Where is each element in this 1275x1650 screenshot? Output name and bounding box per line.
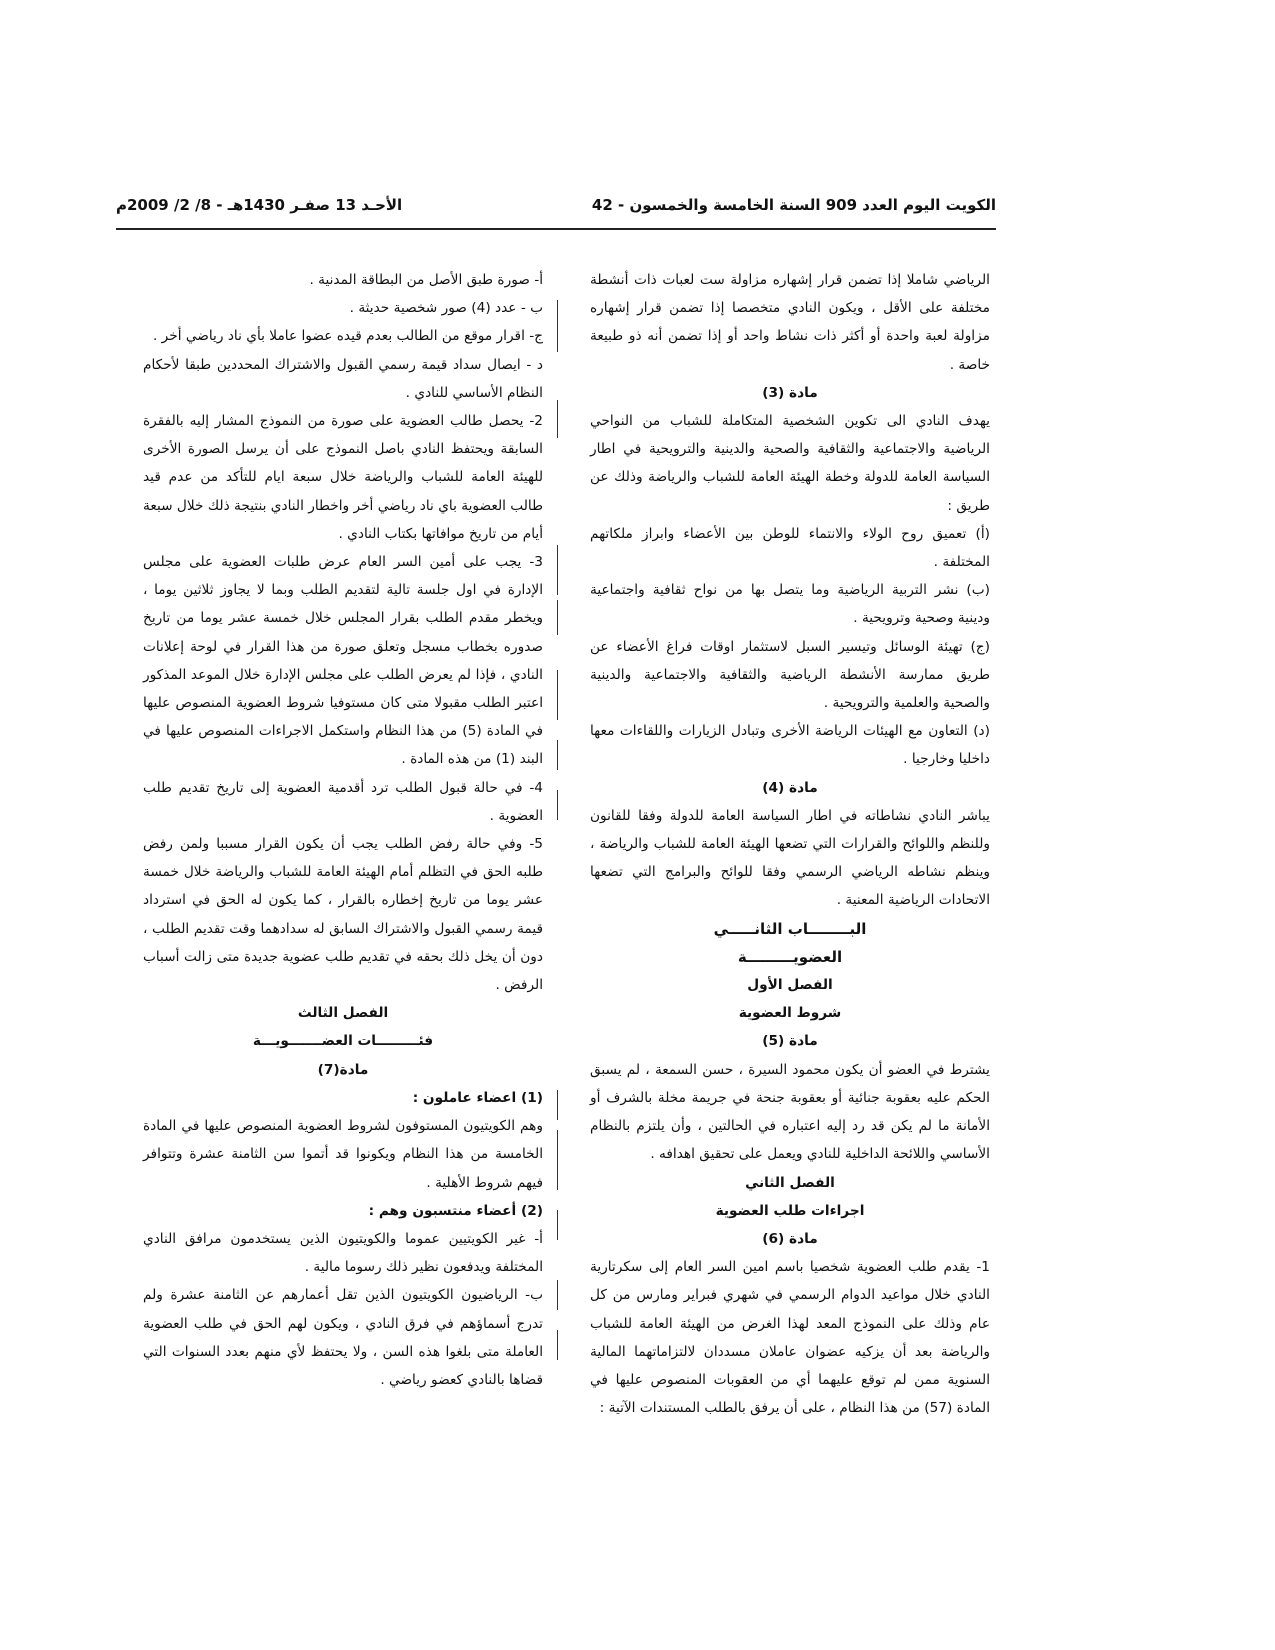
membership-category-title: (2) أعضاء منتسبون وهم :	[368, 1202, 543, 1219]
list-item: (ب) نشر التربية الرياضية وما يتصل بها من نواح ثقافية واجتماعية ودينية وصحية وترويحية .	[590, 582, 990, 627]
paragraph: يهدف النادي الى تكوين الشخصية المتكاملة للشباب من النواحي الرياضية والاجتماعية والثقافية والصحية والدينية والترويحية في اطار السياسة العامة للدولة وخطة الهيئة العامة للشباب والرياضة وذلك عن طريق :	[590, 413, 990, 514]
membership-category-title: (1) اعضاء عاملون :	[412, 1089, 543, 1106]
left-column	[143, 266, 543, 1394]
paragraph: يباشر النادي نشاطاته في اطار السياسة العامة للدولة وفقا للقانون وللنظم واللوائح والقرارات التي تضعها الهيئة العامة للشباب والرياضة ، وينظم نشاطه الرياضي الرسمي وفقا للوائح والبرامج التي تضعها الاتحادات الرياضية المعنية .	[590, 807, 990, 909]
section-title: اجراءات طلب العضوية	[715, 1202, 865, 1219]
right-column	[590, 266, 990, 1422]
list-item: (ج) تهيئة الوسائل وتيسير السبل لاستثمار اوقات فراغ الأعضاء عن طريق ممارسة الأنشطة الرياضية والثقافية والاجتماعية والدينية والصحية والعلمية والترويحية .	[590, 638, 990, 712]
article-heading: مادة (4)	[762, 779, 818, 796]
paragraph: 1- يقدم طلب العضوية شخصيا باسم امين السر العام إلى سكرتارية النادي خلال مواعيد الدوام الرسمي في شهري فبراير ومارس من كل عام وذلك على النموذج المعد لهذا الغرض من الهيئة العامة للشباب والرياضة بعد أن يزكيه عضوان عاملان مسددان لالتزاماتهما المالية السنوية ممن لم توقع عليهما أي من العقوبات المنصوص عليها في المادة (57) من هذا النظام ، على أن يرفق بالطلب المستندات الآتية :	[590, 1259, 990, 1417]
paragraph: 5- وفي حالة رفض الطلب يجب أن يكون القرار مسببا ولمن رفض طلبه الحق في التظلم أمام الهيئة العامة للشباب والرياضة خلال خمسة عشر يوما من تاريخ إخطاره بالقرار ، كما يكون له الحق في استرداد قيمة رسمي القبول والاشتراك السابق له سدادهما وقت تقديم الطلب ، دون أن يخل ذلك بحقه في تقديم طلب عضوية جديدة متى زالت أسباب الرفض .	[143, 836, 543, 994]
paragraph: 4- في حالة قبول الطلب ترد أقدمية العضوية إلى تاريخ تقديم طلب العضوية .	[143, 779, 543, 824]
paragraph: يشترط في العضو أن يكون محمود السيرة ، حسن السمعة ، لم يسبق الحكم عليه بعقوبة جنائية أو بعقوبة جنحة في جريمة مخلة بالشرف أو الأمانة ما لم يكن قد رد إليه اعتباره في الحالتين ، وأن يلتزم بالنظام الأساسي واللائحة الداخلية للنادي ويعمل على تحقيق اهدافه .	[590, 1061, 990, 1163]
paragraph: الرياضي شاملا إذا تضمن قرار إشهاره مزاولة ست لعبات ذات أنشطة مختلفة على الأقل ، ويكون النادي متخصصا إذا تضمن قرار إشهاره مزاولة لعبة واحدة أو أكثر ذات نشاط واحد أو إذا تضمن أنه ذو طبيعة خاصة .	[590, 272, 990, 373]
section-heading: الفصل الثاني	[745, 1174, 835, 1191]
paragraph: 3- يجب على أمين السر العام عرض طلبات العضوية على مجلس الإدارة في اول جلسة تالية لتقديم الطلب وبما لا يجاوز ثلاثين يوما ، ويخطر مقدم الطلب بقرار المجلس خلال خمسة عشر يوما من تاريخ صدوره بخطاب مسجل وتعلق صورة من هذا القرار في لوحة إعلانات النادي ، فإذا لم يعرض الطلب على مجلس الإدارة خلال الموعد المذكور اعتبر الطلب مقبولا متى كان مستوفيا شروط العضوية المنصوص عليها في المادة (5) من هذا النظام واستكمل الاجراءات المنصوص عليها في البند (1) من هذه المادة .	[143, 554, 543, 768]
margin-bar	[557, 1210, 558, 1240]
section-title: شروط العضوية	[738, 1005, 842, 1022]
section-heading: الفصل الأول	[747, 977, 833, 994]
margin-bar	[557, 300, 558, 352]
list-item: ب- الرياضيون الكويتيون الذين تقل أعمارهم عن الثامنة عشرة ولم تدرج أسماؤهم في فرق النادي ، ويكون لهم الحق في طلب العضوية العاملة متى بلغوا هذه السن ، ولا يحتفظ لأي منهم بعدد السنوات التي قضاها بالنادي كعضو رياضي .	[143, 1287, 543, 1388]
list-item: أ- غير الكويتيين عموما والكويتيون الذين يستخدمون مرافق النادي المختلفة ويدفعون نظير ذلك رسوما مالية .	[143, 1230, 543, 1276]
margin-bar	[557, 1130, 558, 1190]
article-heading: مادة(7)	[317, 1061, 369, 1078]
article-heading: مادة (5)	[762, 1033, 818, 1050]
list-item: د - ايصال سداد قيمة رسمي القبول والاشتراك المحددين طبقا لأحكام النظام الأساسي للنادي .	[143, 356, 543, 401]
margin-bar	[557, 740, 558, 770]
section-heading: الفصل الثالث	[297, 1005, 389, 1022]
header-rule	[116, 228, 996, 230]
section-title: فئـــــــــات العضـــــــويـــة	[252, 1033, 434, 1050]
list-item: ب - عدد (4) صور شخصية حديثة .	[349, 300, 543, 317]
margin-bar	[557, 1280, 558, 1310]
margin-bar	[557, 545, 558, 595]
article-heading: مادة (3)	[762, 384, 818, 401]
margin-bar	[557, 1330, 558, 1360]
paragraph: وهم الكويتيون المستوفون لشروط العضوية المنصوص عليها في المادة الخامسة من هذا النظام ويكونوا قد أتموا سن الثامنة عشرة وتتوافر فيهم شروط الأهلية .	[143, 1118, 543, 1191]
margin-bar	[557, 790, 558, 820]
margin-bar	[557, 670, 558, 720]
gazette-issue-info: الكويت اليوم العدد 909 السنة الخامسة والخمسون - 42	[591, 196, 996, 214]
paragraph: 2- يحصل طالب العضوية على صورة من النموذج المشار إليه بالفقرة السابقة ويحتفظ النادي باصل النموذج على أن يرسل الصورة الأخرى للهيئة العامة للشباب والرياضة خلال سبعة ايام للتأكد من عدم قيد طالب العضوية باي ناد رياضي أخر واخطار النادي بنتيجة ذلك خلال سبعة أيام من تاريخ موافاتها بكتاب النادي .	[143, 413, 543, 542]
article-heading: مادة (6)	[762, 1230, 818, 1247]
margin-bar	[557, 400, 558, 438]
margin-bar	[557, 600, 558, 635]
margin-bar	[557, 1090, 558, 1120]
chapter-title: العضويـــــــــة	[737, 947, 843, 966]
chapter-heading: البــــــــاب الثانـــــي	[713, 919, 867, 938]
list-item: ج- اقرار موقع من الطالب بعدم قيده عضوا عاملا بأي ناد رياضي أخر .	[152, 328, 543, 345]
list-item: أ- صورة طبق الأصل من البطاقة المدنية .	[309, 272, 543, 288]
gazette-date: الأحـد 13 صفـر 1430هـ - 8/ 2/ 2009م	[116, 196, 403, 214]
list-item: (د) التعاون مع الهيئات الرياضة الأخرى وتبادل الزيارات واللقاءات معها داخليا وخارجيا .	[590, 723, 990, 768]
page-header	[116, 196, 996, 220]
list-item: (أ) تعميق روح الولاء والانتماء للوطن بين الأعضاء وابراز ملكاتهم المختلفة .	[590, 525, 990, 571]
